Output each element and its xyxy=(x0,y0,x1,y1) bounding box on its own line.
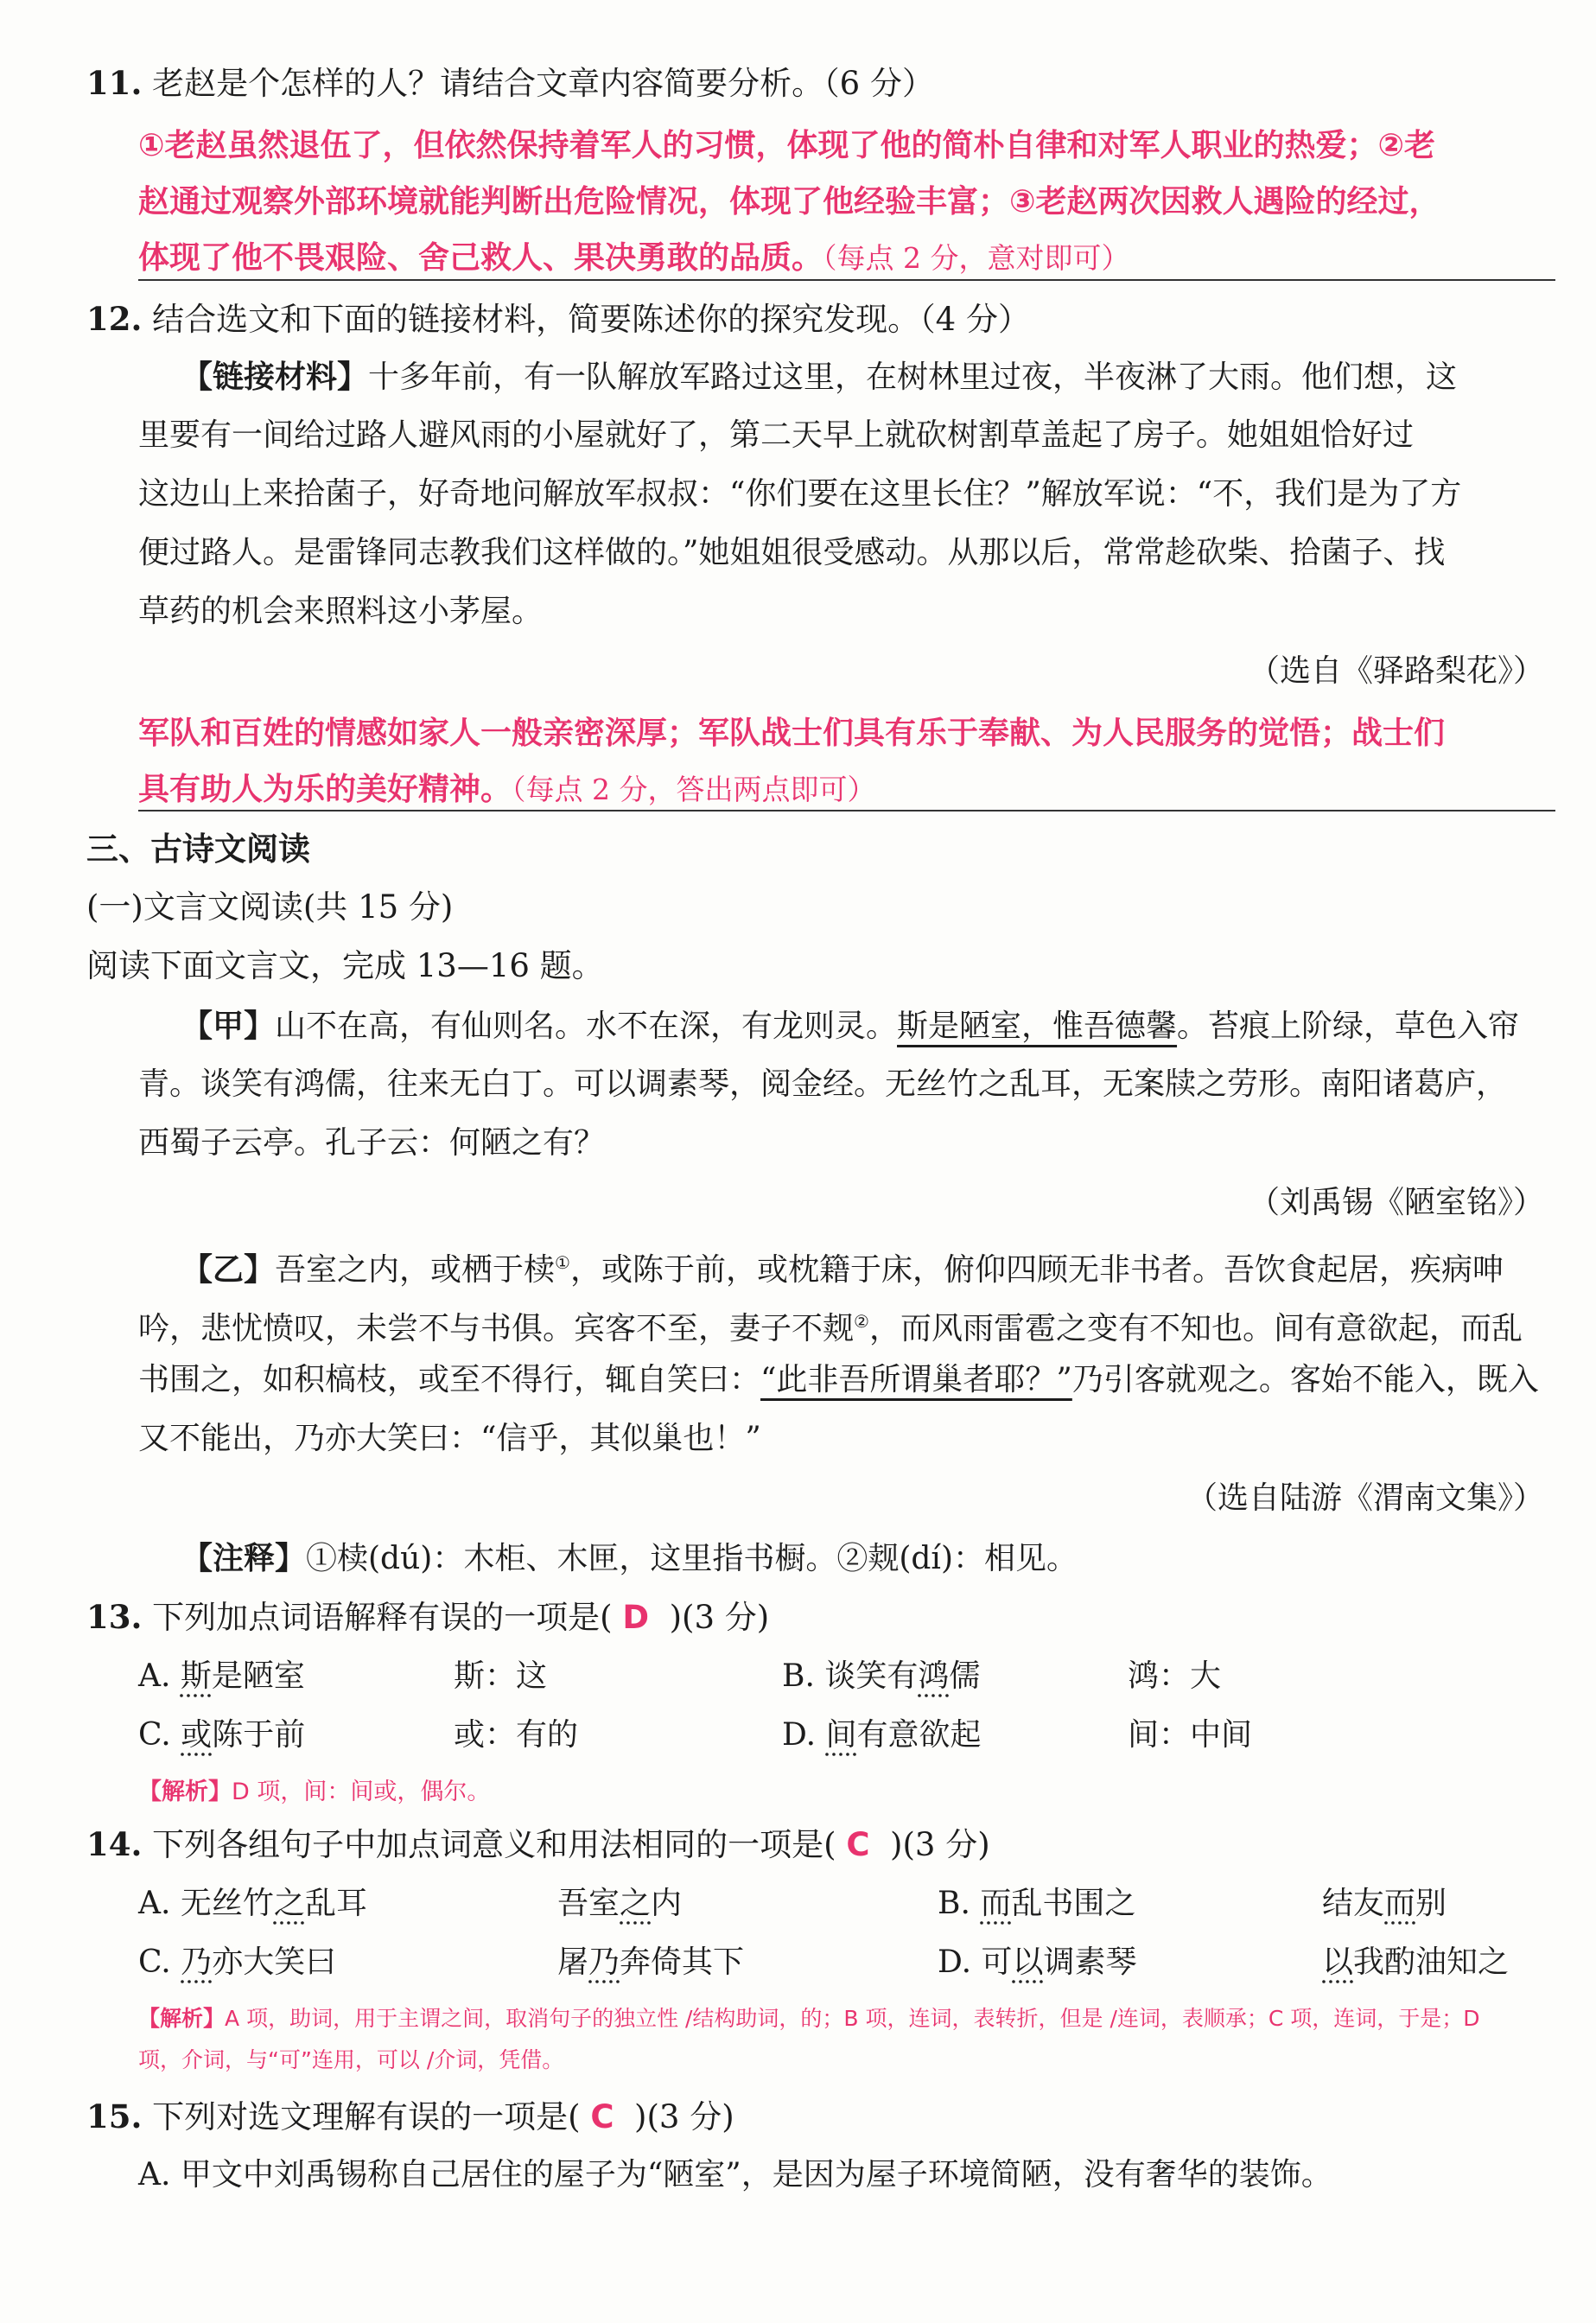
question-12 xyxy=(86,298,1030,340)
answer-letter: C xyxy=(590,2098,614,2135)
option-label: A. xyxy=(138,1886,171,1921)
material-line: 草药的机会来照料这小茅屋。 xyxy=(138,594,544,629)
passage-source: （选自陆游《渭南文集》） xyxy=(1186,1480,1544,1516)
answer-line: ①老赵虽然退伍了，但依然保持着军人的习惯，体现了他的简朴自律和对军人职业的热爱；②老 xyxy=(138,128,1435,163)
option-text: 调素琴 xyxy=(1043,1944,1137,1980)
dotted-word: 而 xyxy=(980,1886,1012,1921)
explanation-text: A 项，助词，用于主谓之间，取消句子的独立性 /结构助词，的；B 项，连词，表转折，但是 /连词，表顺承；C 项，连词，于是；D xyxy=(225,2006,1480,2031)
passage-tag: 【乙】 xyxy=(181,1251,276,1288)
passage-tag: 【甲】 xyxy=(181,1008,276,1044)
answer-letter: D xyxy=(622,1599,650,1636)
option-b xyxy=(938,1883,1135,1925)
underlined-sentence: 斯是陋室，惟吾德馨 xyxy=(897,1009,1178,1044)
passage-yi-line: 又不能出，乃亦大笑曰：“信乎，其似巢也！” xyxy=(138,1421,761,1456)
option-d-gloss: 间：中间 xyxy=(1128,1717,1253,1753)
answer-text: 具有助人为乐的美好精神。 xyxy=(138,772,512,807)
option-a xyxy=(138,1883,367,1925)
question-text: )(3 分) xyxy=(669,1599,770,1636)
option-text: 屠 xyxy=(557,1944,589,1980)
dotted-word: 之 xyxy=(273,1886,305,1921)
option-label: B. xyxy=(938,1886,970,1921)
question-14 xyxy=(86,1823,990,1866)
option-a-gloss: 斯：这 xyxy=(454,1658,548,1694)
question-text: 下列加点词语解释有误的一项是( xyxy=(152,1599,613,1636)
option-label: D. xyxy=(938,1944,972,1980)
passage-jia-line: 青。谈笑有鸿儒，往来无白丁。可以调素琴，阅金经。无丝竹之乱耳，无案牍之劳形。南阳诸葛庐， xyxy=(138,1066,1508,1102)
option-text: 谈笑有 xyxy=(824,1658,919,1694)
option-c-gloss: 或：有的 xyxy=(454,1717,579,1753)
question-text: 结合选文和下面的链接材料，简要陈述你的探究发现。（4 分） xyxy=(152,301,1030,338)
material-source: （选自《驿路梨花》） xyxy=(1248,653,1544,689)
option-text: 可 xyxy=(981,1944,1013,1980)
answer-line xyxy=(138,769,876,811)
option-c xyxy=(138,1942,336,1983)
question-text: )(3 分) xyxy=(634,2098,734,2135)
material-line: 便过路人。是雷锋同志教我们这样做的。”她姐姐很受感动。从那以后，常常趁砍柴、拾菌子、找 xyxy=(138,535,1446,570)
option-text: 是陋室 xyxy=(211,1658,305,1694)
question-number: 11. xyxy=(86,64,143,102)
answer-letter: C xyxy=(846,1826,870,1863)
answer-line: 赵通过观察外部环境就能判断出危险情况，体现了他经验丰富；③老赵两次因救人遇险的经过， xyxy=(138,184,1440,220)
option-text: 奔倚其下 xyxy=(620,1944,745,1980)
footnote-marker: ② xyxy=(854,1311,869,1332)
option-text: 结友 xyxy=(1322,1886,1385,1921)
dotted-word: 之 xyxy=(620,1886,652,1921)
option-d xyxy=(938,1942,1137,1983)
option-text: 儒 xyxy=(949,1658,981,1694)
option-text: 有意欲起 xyxy=(856,1717,982,1753)
option-d xyxy=(782,1715,982,1756)
question-number: 14. xyxy=(86,1825,143,1863)
dotted-word: 而 xyxy=(1384,1886,1416,1921)
passage-text: ，或陈于前，或枕籍于床，俯仰四顾无非书者。吾饮食起居，疾病呻 xyxy=(569,1252,1504,1288)
option-text: 陈于前 xyxy=(212,1717,306,1753)
material-line: 里要有一间给过路人避风雨的小屋就好了，第二天早上就砍树割草盖起了房子。她姐姐恰好过 xyxy=(138,417,1415,453)
passage-text: 书围之，如积槁枝，或至不得行，辄自笑曰： xyxy=(138,1362,761,1397)
score-note: （每点 2 分，答出两点即可） xyxy=(512,773,876,806)
passage-yi-line xyxy=(138,1301,1523,1350)
material-tag: 【链接材料】 xyxy=(181,359,369,395)
option-a-pair xyxy=(557,1883,682,1925)
question-text: 老赵是个怎样的人？请结合文章内容简要分析。（6 分） xyxy=(152,65,934,102)
passage-text: ，而风雨雷雹之变有不知也。间有意欲起，而乱 xyxy=(868,1311,1523,1346)
option-a: A. 甲文中刘禹锡称自己居住的屋子为“陋室”，是因为屋子环境简陋，没有奢华的装饰。 xyxy=(138,2157,1332,2193)
section-subheading: (一)文言文阅读(共 15 分) xyxy=(86,888,454,926)
passage-yi-line xyxy=(138,1359,1539,1401)
question-text: )(3 分) xyxy=(890,1826,990,1863)
question-13 xyxy=(86,1596,769,1639)
option-a xyxy=(138,1656,305,1697)
option-text: 内 xyxy=(651,1886,683,1921)
section-instruction: 阅读下面文言文，完成 13—16 题。 xyxy=(86,947,604,984)
answer-rule xyxy=(138,810,1555,811)
option-b xyxy=(782,1656,980,1697)
option-c-pair xyxy=(557,1942,744,1983)
option-label: A. xyxy=(138,1658,171,1694)
passage-jia-line: 西蜀子云亭。孔子云：何陋之有？ xyxy=(138,1125,606,1161)
score-note: （每点 2 分，意对即可） xyxy=(823,241,1130,275)
option-label: D. xyxy=(782,1717,817,1753)
option-text: 别 xyxy=(1415,1886,1447,1921)
section-heading: 三、古诗文阅读 xyxy=(86,830,310,868)
option-label: B. xyxy=(782,1658,815,1694)
material-line: 这边山上来拾菌子，好奇地问解放军叔叔：“你们要在这里长住？”解放军说：“不，我们是为了方 xyxy=(138,476,1462,512)
option-text: 吾室 xyxy=(557,1886,620,1921)
passage-text: 吟，悲忧愤叹，未尝不与书俱。宾客不至，妻子不觌 xyxy=(138,1311,855,1346)
answer-line xyxy=(138,238,1130,279)
dotted-word: 或 xyxy=(181,1717,213,1753)
dotted-word: 斯 xyxy=(180,1658,212,1694)
question-11 xyxy=(86,62,934,105)
passage-text: 山不在高，有仙则名。水不在深，有龙则灵。 xyxy=(275,1009,898,1044)
dotted-word: 间 xyxy=(825,1717,857,1753)
explanation xyxy=(138,2002,1480,2035)
question-text: 下列各组句子中加点词意义和用法相同的一项是( xyxy=(152,1826,836,1863)
explanation-text: D 项，间：间或，偶尔。 xyxy=(232,1779,491,1805)
question-text: 下列对选文理解有误的一项是( xyxy=(152,2098,581,2135)
underlined-sentence: “此非吾所谓巢者耶？” xyxy=(760,1362,1072,1397)
notes-text: ①椟(dú)：木柜、木匣，这里指书橱。②觌(dí)：相见。 xyxy=(306,1541,1078,1576)
option-text: 乱书围之 xyxy=(1011,1886,1136,1921)
explanation xyxy=(138,1776,490,1809)
question-number: 13. xyxy=(86,1598,143,1636)
question-number: 12. xyxy=(86,300,143,338)
answer-rule xyxy=(138,279,1555,281)
dotted-word: 鸿 xyxy=(918,1658,950,1694)
option-b-gloss: 鸿：大 xyxy=(1128,1658,1222,1694)
footnote-marker: ① xyxy=(555,1252,570,1273)
dotted-word: 乃 xyxy=(181,1944,213,1980)
material-text: 十多年前，有一队解放军路过这里，在树林里过夜，半夜淋了大雨。他们想，这 xyxy=(368,360,1458,395)
passage-yi-line xyxy=(181,1242,1504,1291)
option-b-pair xyxy=(1322,1883,1447,1925)
option-text: 亦大笑曰 xyxy=(212,1944,337,1980)
passage-text: 吾室之内，或栖于椟 xyxy=(275,1252,556,1288)
passage-jia-line xyxy=(181,1005,1519,1047)
notes-line xyxy=(181,1537,1078,1580)
passage-source: （刘禹锡《陋室铭》） xyxy=(1248,1185,1544,1220)
option-c xyxy=(138,1715,305,1756)
notes-tag: 【注释】 xyxy=(181,1540,307,1576)
explanation-tag: 【解析】 xyxy=(138,1779,232,1805)
option-label: C. xyxy=(138,1944,171,1980)
option-text: 无丝竹 xyxy=(180,1886,274,1921)
passage-text: 。苔痕上阶绿，草色入帘 xyxy=(1177,1009,1520,1044)
dotted-word: 以 xyxy=(1012,1944,1044,1980)
answer-line: 军队和百姓的情感如家人一般亲密深厚；军队战士们具有乐于奉献、为人民服务的觉悟；战士们 xyxy=(138,716,1446,751)
explanation-tag: 【解析】 xyxy=(138,2006,226,2031)
passage-text: 乃引客就观之。客始不能入，既入 xyxy=(1071,1362,1539,1397)
option-text: 我酌油知之 xyxy=(1353,1944,1510,1980)
dotted-word: 以 xyxy=(1322,1944,1354,1980)
option-label: C. xyxy=(138,1717,171,1753)
material-line xyxy=(181,356,1457,398)
dotted-word: 乃 xyxy=(588,1944,620,1980)
option-text: 乱耳 xyxy=(304,1886,367,1921)
explanation: 项，介词，与“可”连用，可以 /介词，凭借。 xyxy=(138,2047,564,2072)
question-15 xyxy=(86,2096,734,2138)
option-d-pair xyxy=(1322,1942,1509,1983)
answer-text: 体现了他不畏艰险、舍己救人、果决勇敢的品质。 xyxy=(138,240,823,276)
question-number: 15. xyxy=(86,2097,143,2135)
